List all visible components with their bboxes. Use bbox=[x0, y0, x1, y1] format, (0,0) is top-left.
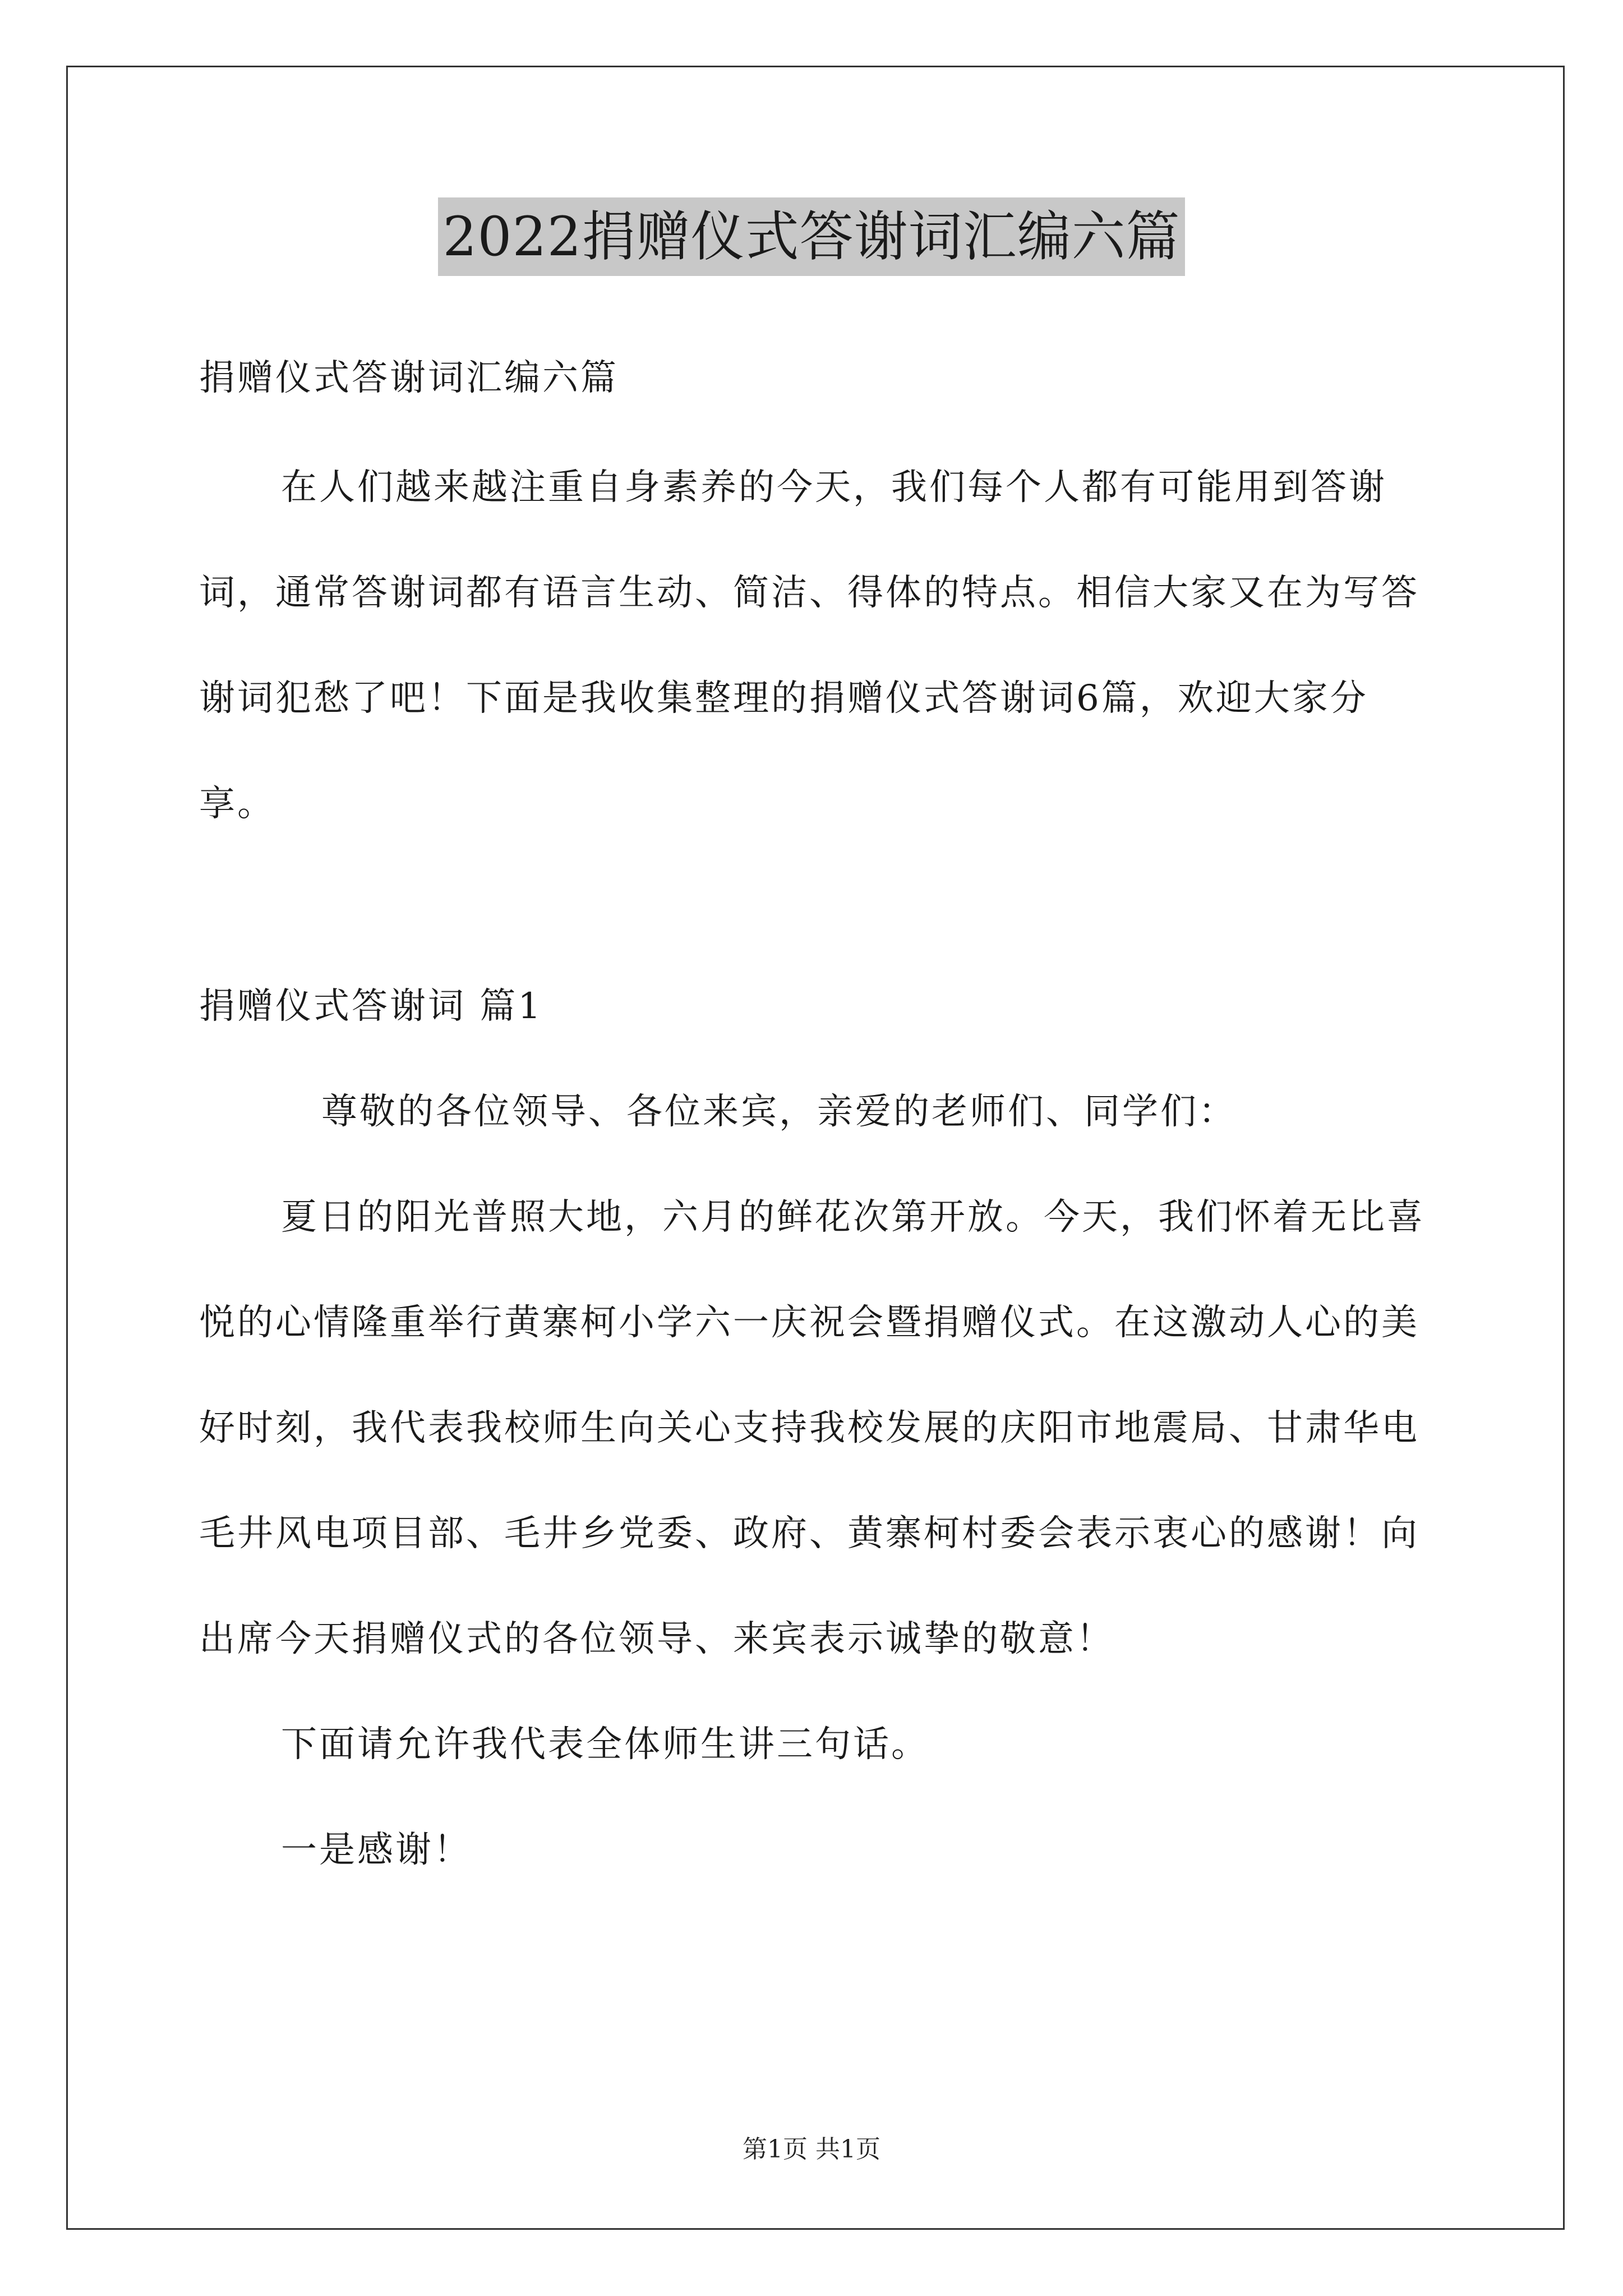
section1-heading: 捐赠仪式答谢词 篇1 bbox=[199, 986, 543, 1027]
intro-paragraph: 在人们越来越注重自身素养的今天，我们每个人都有可能用到答谢词，通常答谢词都有语言生动、简洁、得体的特点。相信大家又在为写答谢词犯愁了吧！下面是我收集整理的捐赠仪式答谢词6篇，欢迎大家分享。 bbox=[199, 467, 1419, 825]
subtitle-block bbox=[199, 325, 1433, 431]
section1-block bbox=[199, 954, 1433, 1903]
page-number: 第1页 共1页 bbox=[743, 2135, 880, 2164]
document-title: 2022捐赠仪式答谢词汇编六篇 bbox=[438, 197, 1184, 276]
intro-block bbox=[199, 435, 1433, 857]
page-footer bbox=[0, 2129, 1623, 2165]
document-subtitle: 捐赠仪式答谢词汇编六篇 bbox=[199, 357, 619, 399]
section1-paragraph-2: 下面请允许我代表全体师生讲三句话。 bbox=[281, 1724, 929, 1765]
title-container bbox=[0, 197, 1623, 276]
section1-paragraph-1: 夏日的阳光普照大地，六月的鲜花次第开放。今天，我们怀着无比喜悦的心情隆重举行黄寨柯小学六一庆祝会暨捐赠仪式。在这激动人心的美好时刻，我代表我校师生向关心支持我校发展的庆阳市地震局、甘肃华电毛井风电项目部、毛井乡党委、政府、黄寨柯村委会表示衷心的感谢！向出席今天捐赠仪式的各位领导、来宾表示诚挚的敬意！ bbox=[199, 1197, 1425, 1660]
section1-paragraph-3: 一是感谢！ bbox=[281, 1829, 472, 1871]
section1-salutation: 尊敬的各位领导、各位来宾，亲爱的老师们、同学们： bbox=[321, 1091, 1237, 1133]
